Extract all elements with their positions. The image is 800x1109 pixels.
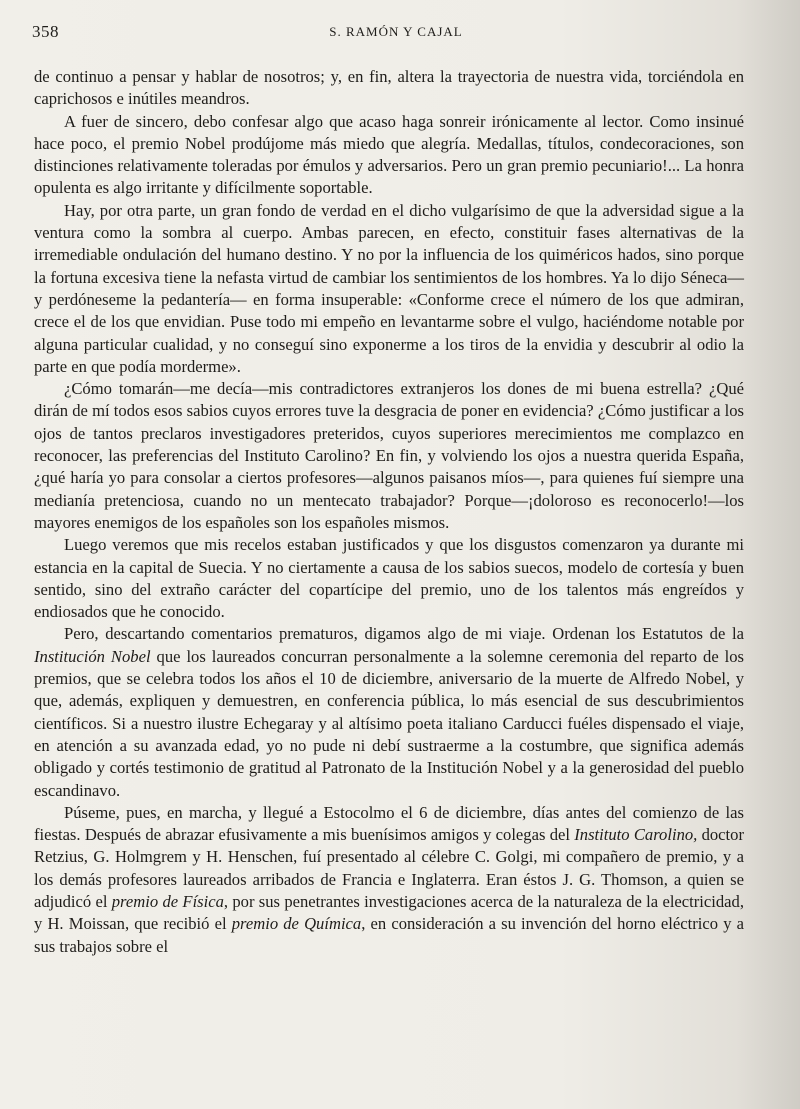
paragraph [34, 534, 744, 623]
italic-text: premio de Física [111, 891, 224, 911]
text-run: Pero, descartando comentarios prematuros, digamos algo de mi viaje. Ordenan los Estatutos de la [64, 624, 744, 644]
text-run: A fuer de sincero, debo confesar algo que acaso haga sonreir irónicamente al lector. Como insinué hace poco, el premio Nobel prodújome más miedo que alegría. Medallas, títulos, condecoraciones, son distinciones relativamente toleradas por émulos y adversarios. Pero un gran premio pecuniario!... La honra opulenta es algo irritante y difícilmente soportable. [34, 111, 744, 198]
body-text [34, 66, 744, 958]
text-run: ¿Cómo tomarán—me decía—mis contradictores extranjeros los dones de mi buena estrella? ¿Qué dirán de mí todos esos sabios cuyos errores tuve la desgracia de poner en evidencia? ¿Cómo justificar a los ojos de tantos preclaros investigadores preteridos, cuyos superiores merecimientos me complazco en reconocer, las preferencias del Instituto Carolino? En fin, y volviendo los ojos a nuestra querida España, ¿qué haría yo para consolar a ciertos profesores—algunos paisanos míos—, para quienes fuí siempre una medianía pretenciosa, cuando no un mentecato trabajador? Porque—¡doloroso es reconocerlo!—los mayores enemigos de los españoles son los españoles mismos. [34, 379, 744, 532]
text-run: que los laureados concurran personalmente a la solemne ceremonia del reparto de los premios, que se celebra todos los años el 10 de diciembre, aniversario de la muerte de Alfredo Nobel, y que, además, expliquen y demuestren, en conferencia pública, lo más esencial de sus descubrimientos científicos. Si a nuestro ilustre Echegaray y al altísimo poeta italiano Carducci fuéles dispensado el viaje, en atención a su avanzada edad, yo no pude ni debí sustraerme a la costumbre, que significa además obligado y cortés testimonio de gratitud al Patronato de la Institución Nobel y a la generosidad del pueblo escandinavo. [34, 646, 745, 800]
paragraph [34, 623, 744, 801]
paragraph [34, 111, 744, 200]
text-run: Púseme, pues, en marcha, y llegué a Estocolmo el 6 de diciembre, días antes del comienzo de las fiestas. Después de abrazar efusivamente a mis buenísimos amigos y colegas del [34, 802, 744, 845]
paragraph [34, 66, 744, 111]
running-head: S. RAMÓN Y CAJAL [329, 24, 463, 39]
paragraph [34, 378, 744, 534]
page-number: 358 [32, 22, 59, 41]
text-run: doctor Retzius, G. Holmgrem y H. Henschen, fuí presentado al célebre C. Golgi, mi compañero de premio, y a los demás profesores laureados arribados de Francia e Inglaterra. Eran éstos J. G. Thomson, a quien se adjudicó el [34, 825, 744, 911]
paragraph [34, 200, 744, 378]
italic-text: Instituto Carolino, [574, 825, 698, 845]
paragraph [34, 802, 744, 958]
italic-text: premio de Química [231, 914, 362, 934]
text-run: , en consideración a su invención del horno eléctrico y a sus trabajos sobre el [34, 914, 745, 956]
text-run: Luego veremos que mis recelos estaban justificados y que los disgustos comenzaron ya durante mi estancia en la capital de Suecia. Y no ciertamente a causa de los sabios suecos, modelo de cortesía y buen sentido, sino del extraño carácter del copartícipe del premio, uno de los talentos más engreídos y endiosados que he conocido. [34, 535, 744, 622]
text-run: , por sus penetrantes investigaciones acerca de la naturaleza de la electricidad, y H. Moissan, que recibió el [34, 891, 744, 934]
text-run: de continuo a pensar y hablar de nosotros; y, en fin, altera la trayectoria de nuestra vida, torciéndola en caprichosos e inútiles meandros. [34, 67, 744, 109]
text-run: Hay, por otra parte, un gran fondo de verdad en el dicho vulgarísimo de que la adversidad sigue a la ventura como la sombra al cuerpo. Ambas parecen, en efecto, constituir fases alternativas de la irremediable ondulación del humano destino. Y no por la influencia de los quiméricos hados, sino porque la fortuna excesiva tiene la nefasta virtud de cambiar los sentimientos de los hombres. Ya lo dijo Séneca—y perdóneseme la pedantería— en forma insuperable: «Conforme crece el número de los que admiran, crece el de los que envidian. Puse todo mi empeño en levantarme sobre el vulgo, haciéndome notable por alguna particular cualidad, y no conseguí sino exponerme a los tiros de la envidia y descubrir al odio la parte en que podía morderme». [34, 200, 744, 376]
page-header [32, 20, 760, 44]
italic-text: Institución Nobel [34, 646, 151, 666]
